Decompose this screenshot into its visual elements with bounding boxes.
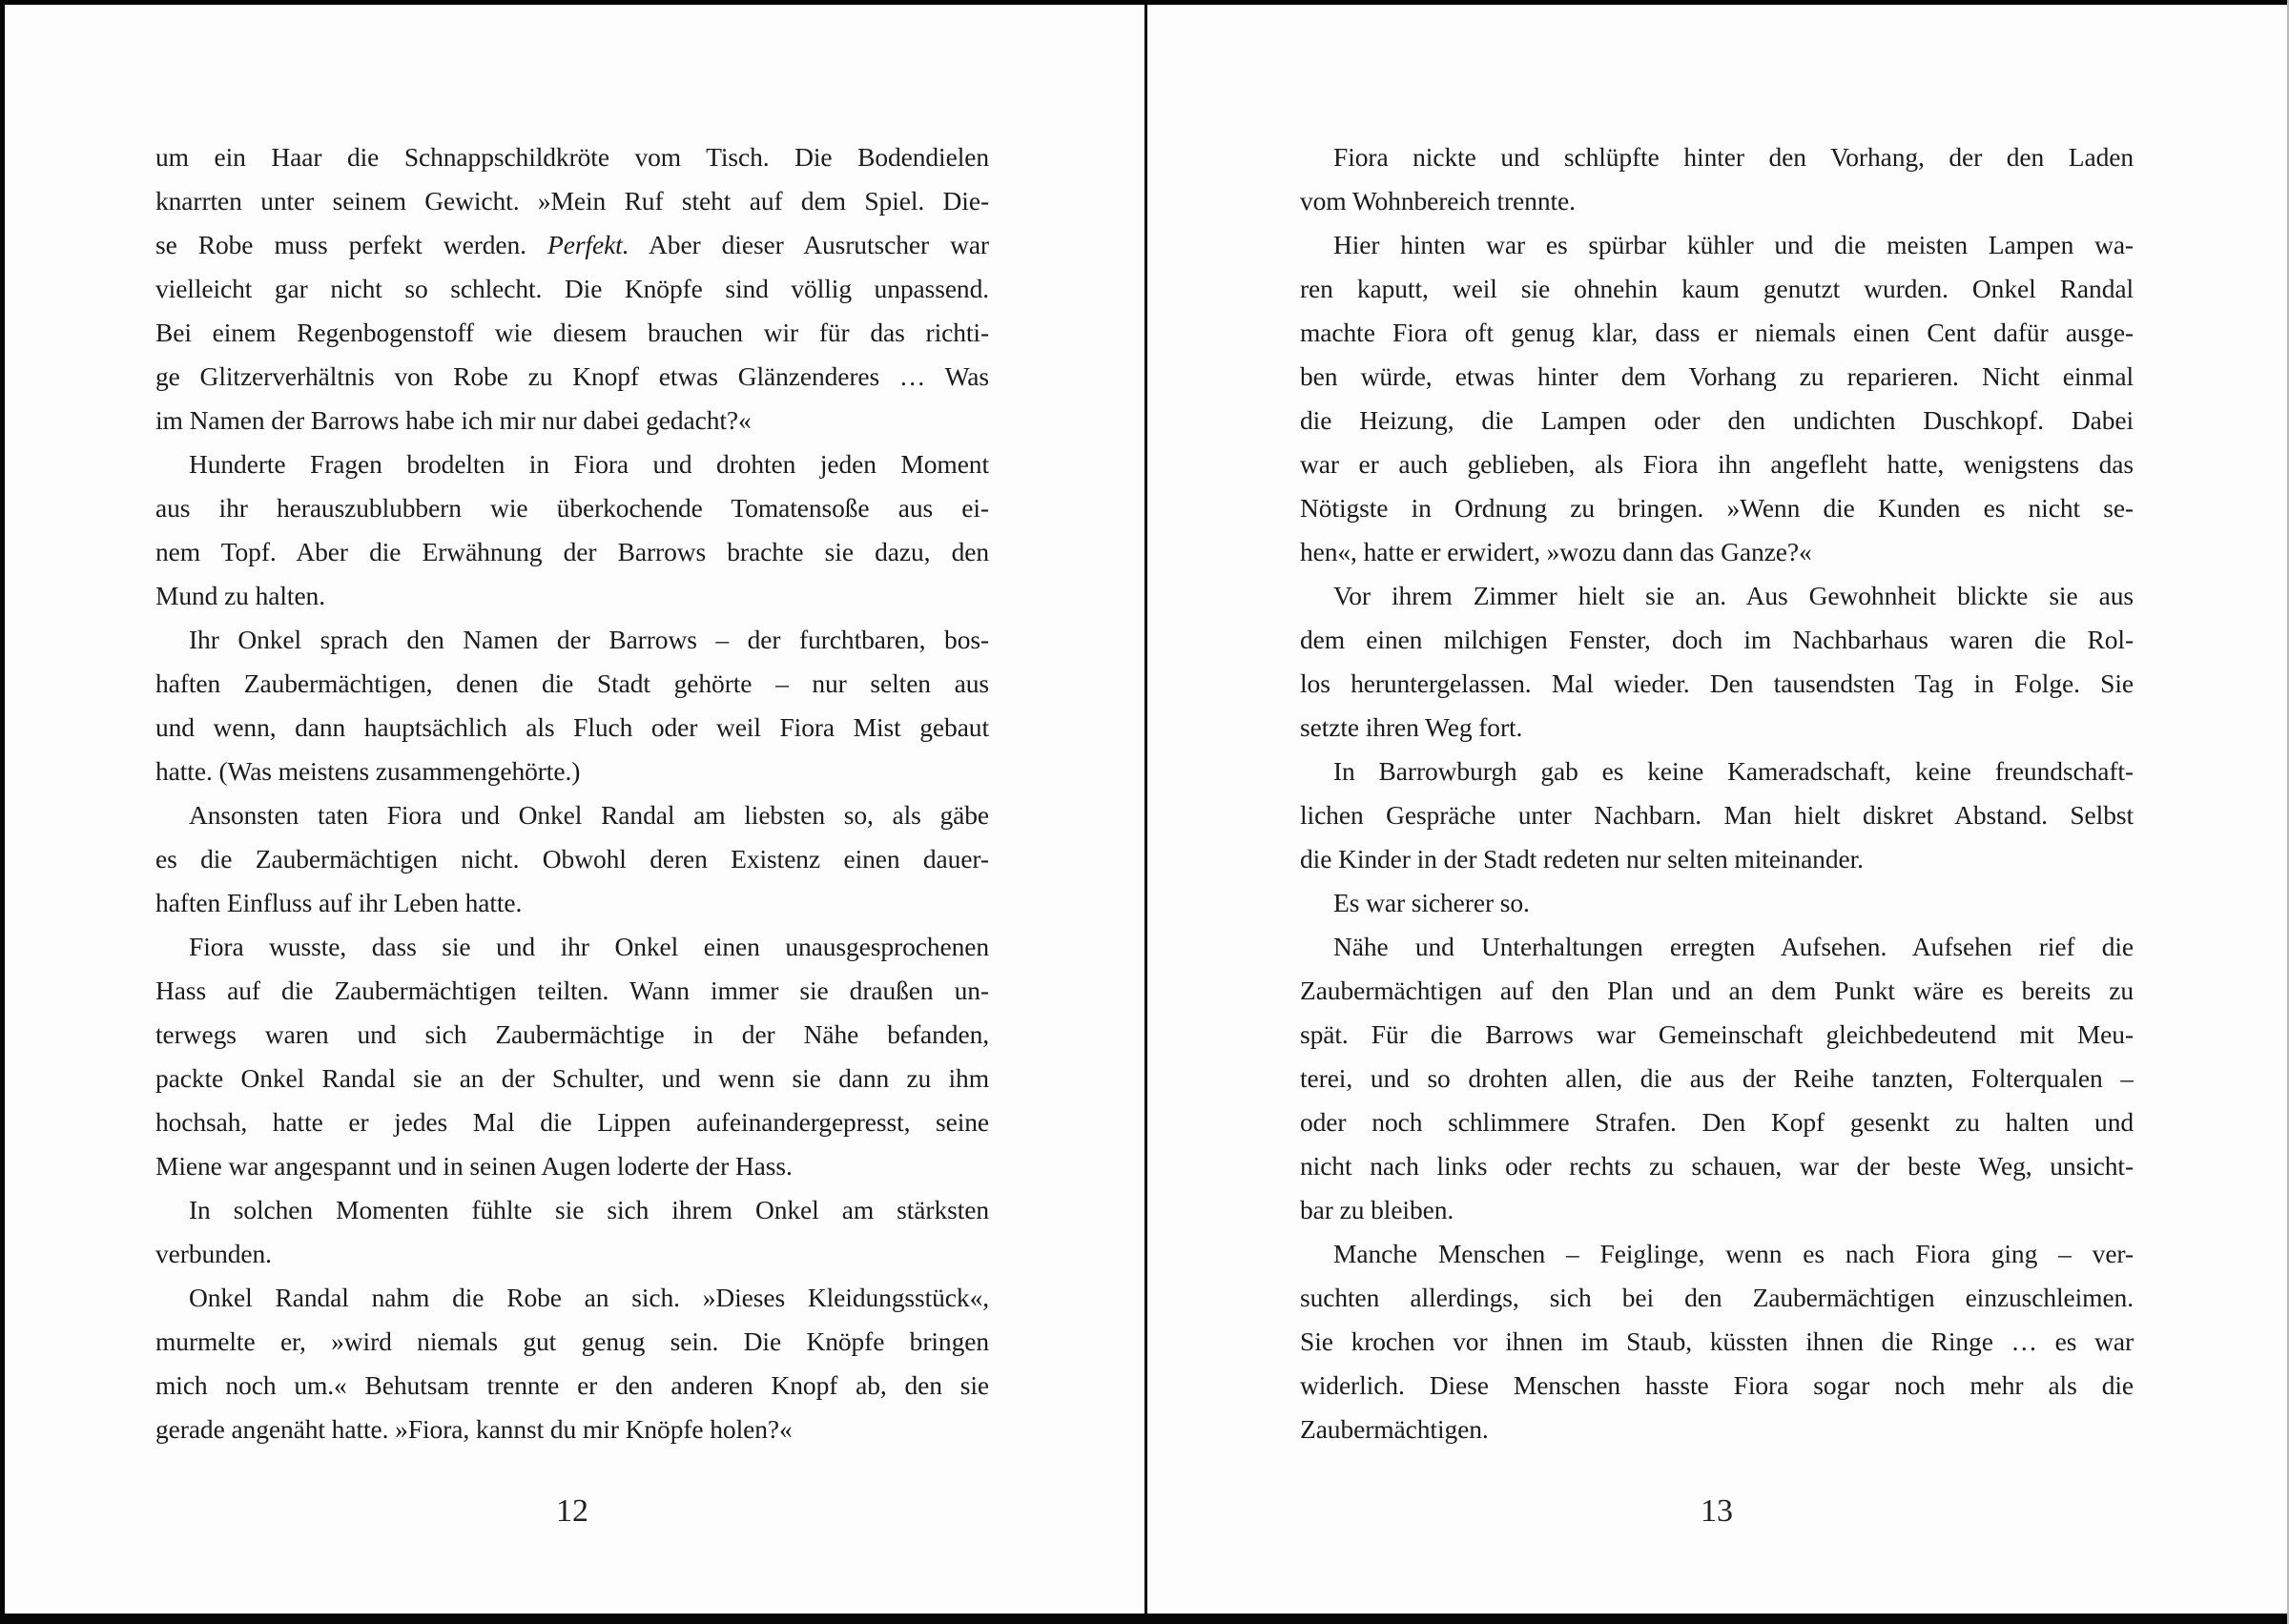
left-page <box>5 0 1144 1624</box>
text-line: suchten allerdings, sich bei den Zaubermächtigen einzuschleimen. <box>1300 1283 2134 1312</box>
text-line: hochsah, hatte er jedes Mal die Lippen aufeinandergepresst, seine <box>155 1107 989 1137</box>
text-line: nem Topf. Aber die Erwähnung der Barrows brachte sie dazu, den <box>155 537 989 566</box>
text-line: ren kaputt, weil sie ohnehin kaum genutzt wurden. Onkel Randal <box>1300 274 2134 303</box>
text-line: Ihr Onkel sprach den Namen der Barrows – der furchtbaren, bos- <box>189 625 989 654</box>
text-line: knarrten unter seinem Gewicht. »Mein Ruf steht auf dem Spiel. Die- <box>155 186 989 216</box>
text-line: Hass auf die Zaubermächtigen teilten. Wann immer sie draußen un- <box>155 976 989 1005</box>
text-line: ge Glitzerverhältnis von Robe zu Knopf etwas Glänzenderes … Was <box>155 361 989 391</box>
text-line: aus ihr herauszublubbern wie überkochende Tomatensoße aus ei- <box>155 493 989 523</box>
left-page-text <box>155 135 989 1451</box>
text-line: Sie krochen vor ihnen im Staub, küssten ihnen die Ringe … es war <box>1300 1326 2134 1356</box>
text-line: Bei einem Regenbogenstoff wie diesem brauchen wir für das richti- <box>155 318 989 347</box>
text-line: bar zu bleiben. <box>1300 1195 1454 1224</box>
text-line: setzte ihren Weg fort. <box>1300 712 1523 742</box>
text-line: verbunden. <box>155 1239 272 1268</box>
text-line: vom Wohnbereich trennte. <box>1300 186 1576 216</box>
text-line: um ein Haar die Schnappschildkröte vom Tisch. Die Bodendielen <box>155 142 989 172</box>
text-line: terwegs waren und sich Zaubermächtige in der Nähe befanden, <box>155 1019 989 1049</box>
text-line: lichen Gespräche unter Nachbarn. Man hielt diskret Abstand. Selbst <box>1300 800 2134 830</box>
text-line: dem einen milchigen Fenster, doch im Nachbarhaus waren die Rol- <box>1300 625 2134 654</box>
text-line: Mund zu halten. <box>155 581 325 610</box>
text-line: haften Zaubermächtigen, denen die Stadt gehörte – nur selten aus <box>155 668 989 698</box>
text-line: hatte. (Was meistens zusammengehörte.) <box>155 756 581 786</box>
text-line: haften Einfluss auf ihr Leben hatte. <box>155 888 523 917</box>
text-line: packte Onkel Randal sie an der Schulter, und wenn sie dann zu ihm <box>155 1063 989 1093</box>
text-line: Zaubermächtigen auf den Plan und an dem Punkt wäre es bereits zu <box>1300 976 2134 1005</box>
text-line: Ansonsten taten Fiora und Onkel Randal am liebsten so, als gäbe <box>189 800 989 830</box>
text-line: mich noch um.« Behutsam trennte er den anderen Knopf ab, den sie <box>155 1370 989 1400</box>
text-line: terei, und so drohten allen, die aus der Reihe tanzten, Folterqualen – <box>1300 1063 2134 1093</box>
page-gutter-line <box>1144 0 1147 1624</box>
text-line: war er auch geblieben, als Fiora ihn angefleht hatte, wenigstens das <box>1300 449 2134 479</box>
text-line: Manche Menschen – Feiglinge, wenn es nach Fiora ging – ver- <box>1333 1239 2134 1268</box>
text-line: Nötigste in Ordnung zu bringen. »Wenn die Kunden es nicht se- <box>1300 493 2134 523</box>
text-line: Fiora nickte und schlüpfte hinter den Vorhang, der den Laden <box>1333 142 2134 172</box>
text-line: Onkel Randal nahm die Robe an sich. »Dieses Kleidungsstück«, <box>189 1283 989 1312</box>
text-line: Es war sicherer so. <box>1333 888 1530 917</box>
text-line: se Robe muss perfekt werden. Perfekt. Aber dieser Ausrutscher war <box>155 230 989 259</box>
text-line: hen«, hatte er erwidert, »wozu dann das Ganze?« <box>1300 537 1812 566</box>
right-page <box>1147 0 2287 1624</box>
text-line: los heruntergelassen. Mal wieder. Den tausendsten Tag in Folge. Sie <box>1300 668 2134 698</box>
text-line: widerlich. Diese Menschen hasste Fiora sogar noch mehr als die <box>1300 1370 2134 1400</box>
text-line: die Kinder in der Stadt redeten nur selten miteinander. <box>1300 844 1864 874</box>
text-line: Hunderte Fragen brodelten in Fiora und drohten jeden Moment <box>189 449 989 479</box>
text-line: ben würde, etwas hinter dem Vorhang zu reparieren. Nicht einmal <box>1300 361 2134 391</box>
text-line: und wenn, dann hauptsächlich als Fluch oder weil Fiora Mist gebaut <box>155 712 989 742</box>
scan-border-left <box>0 0 5 1624</box>
text-line: Vor ihrem Zimmer hielt sie an. Aus Gewohnheit blickte sie aus <box>1333 581 2134 610</box>
text-line: Zaubermächtigen. <box>1300 1414 1489 1444</box>
text-line: im Namen der Barrows habe ich mir nur dabei gedacht?« <box>155 405 752 435</box>
text-line: machte Fiora oft genug klar, dass er niemals einen Cent dafür ausge- <box>1300 318 2134 347</box>
text-line: Miene war angespannt und in seinen Augen loderte der Hass. <box>155 1151 793 1181</box>
text-line: gerade angenäht hatte. »Fiora, kannst du mir Knöpfe holen?« <box>155 1414 793 1444</box>
text-line: vielleicht gar nicht so schlecht. Die Knöpfe sind völlig unpassend. <box>155 274 989 303</box>
text-line: Nähe und Unterhaltungen erregten Aufsehen. Aufsehen rief die <box>1333 932 2134 961</box>
text-line: die Heizung, die Lampen oder den undichten Duschkopf. Dabei <box>1300 405 2134 435</box>
text-line: Hier hinten war es spürbar kühler und die meisten Lampen wa- <box>1333 230 2134 259</box>
text-line: murmelte er, »wird niemals gut genug sein. Die Knöpfe bringen <box>155 1326 989 1356</box>
page-number-left: 12 <box>556 1493 588 1529</box>
right-page-text <box>1300 135 2134 1451</box>
text-line: In solchen Momenten fühlte sie sich ihrem Onkel am stärksten <box>189 1195 989 1224</box>
text-line: es die Zaubermächtigen nicht. Obwohl deren Existenz einen dauer- <box>155 844 989 874</box>
text-line: In Barrowburgh gab es keine Kameradschaft, keine freundschaft- <box>1333 756 2134 786</box>
text-line: oder noch schlimmere Strafen. Den Kopf gesenkt zu halten und <box>1300 1107 2134 1137</box>
text-line: Fiora wusste, dass sie und ihr Onkel einen unausgesprochenen <box>189 932 989 961</box>
page-number-right: 13 <box>1701 1493 1733 1529</box>
text-line: nicht nach links oder rechts zu schauen, war der beste Weg, unsicht- <box>1300 1151 2134 1181</box>
text-line: spät. Für die Barrows war Gemeinschaft gleichbedeutend mit Meu- <box>1300 1019 2134 1049</box>
